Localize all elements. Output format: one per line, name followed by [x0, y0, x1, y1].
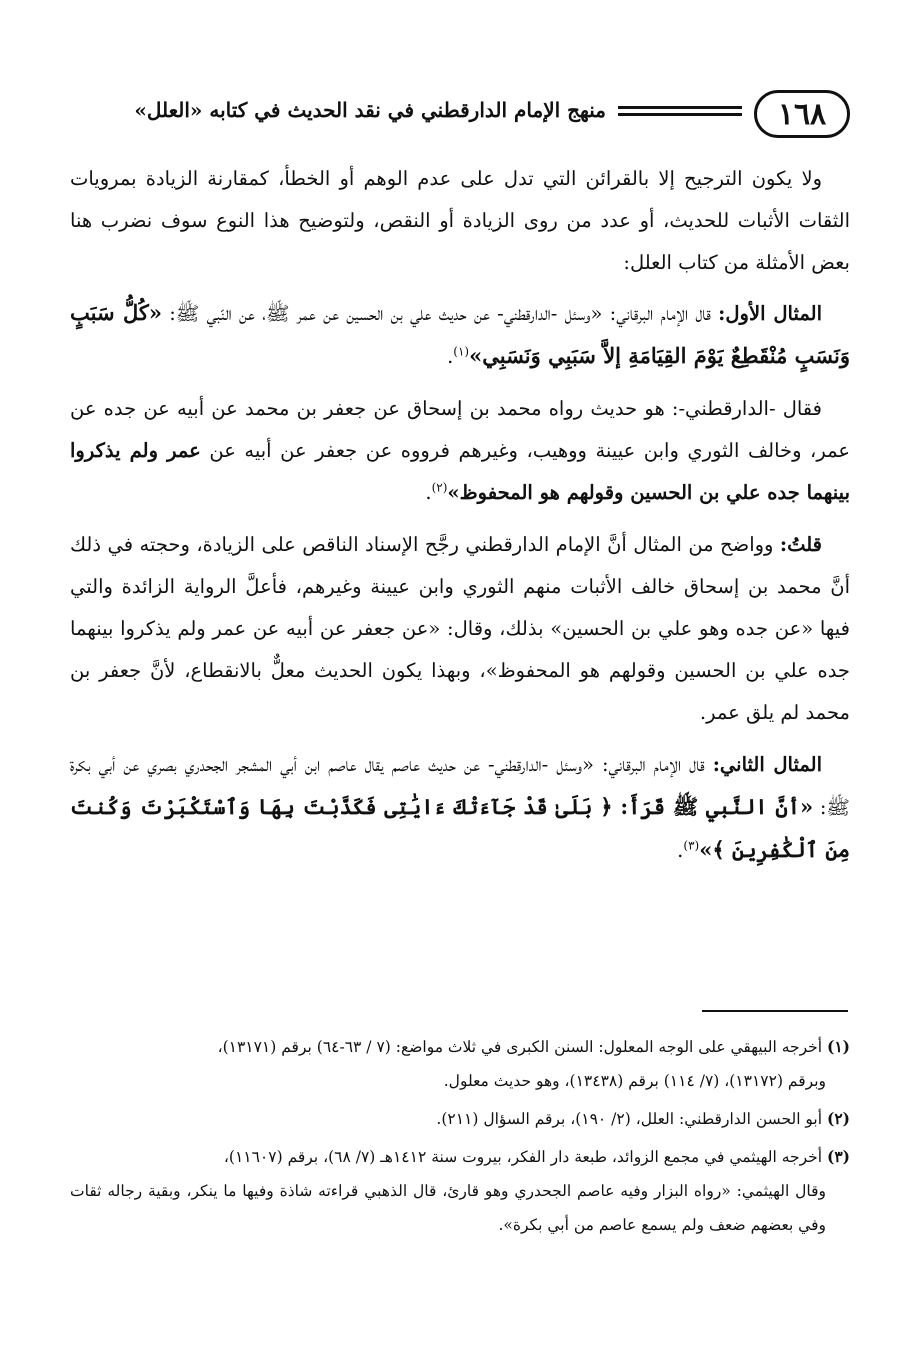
footnote-2 — [70, 1102, 850, 1136]
example-label: المثال الثاني: — [712, 753, 822, 776]
running-title: منهج الإمام الدارقطني في نقد الحديث في كتابه «العلل» — [134, 98, 606, 122]
paragraph-text: ولا يكون الترجيح إلا بالقرائن التي تدل على عدم الوهم أو الخطأ، كمقارنة الزيادة بمرويات الثقات الأثبات للحديث، أو عدد من روى الزيادة أو النقص، ولتوضيح هذا النوع سوف نضرب هنا بعض الأمثلة من كتاب العلل: — [70, 167, 850, 274]
paragraph-text: قال الإمام البرقاني: «وسئل -الدارقطني- عن حديث علي بن الحسين عن عمر ﷺ، عن النّبي ﷺ: — [161, 302, 719, 325]
footnote-text: أبو الحسن الدارقطني: العلل، (٢/ ١٩٠)، برقم السؤال (٢١١). — [436, 1110, 827, 1128]
emphasized-text: عمر ولم يذكروا بينهما جده علي بن الحسين وقولهم هو المحفوظ» — [70, 439, 850, 504]
paragraph-text: قال الإمام البرقاني: «وسئل -الدارقطني- عن حديث عاصم يقال عاصم ابن أبي المشجر الجحدري بصري عن أبي بكرة ﷺ: — [70, 753, 850, 819]
footnote-1 — [70, 1030, 850, 1098]
paragraph-example-1 — [70, 292, 850, 378]
footnote-continuation: وبرقم (١٣١٧٢)، (٧/ ١١٤) برقم (١٣٤٣٨)، وهو حديث معلول. — [443, 1072, 826, 1090]
quran-quote: «أنَّ النَّبي ﷺ قَرَأَ: ﴿ بَلَىٰ قَدْ جَآءَتْكَ ءَايَٰتِى فَكَذَّبْتَ بِهَا وَٱسْتَكْبَرْتَ وَكُنتَ مِنَ ٱلْكَٰفِرِينَ ﴾» — [70, 794, 850, 862]
footnote-number: (٢) — [826, 1109, 850, 1128]
footnote-ref: (٣) — [683, 838, 700, 853]
footnotes — [70, 1030, 850, 1246]
header-ornament-rule — [618, 106, 742, 116]
footnote-text: أخرجه البيهقي على الوجه المعلول: السنن الكبرى في ثلاث مواضع: (٧ / ٦٣-٦٤) برقم (١٣١٧١)، — [217, 1038, 827, 1056]
paragraph-example-2 — [70, 744, 850, 872]
hadith-quote: «كُلُّ سَبَبٍ وَنَسَبٍ مُنْقَطِعٌ يَوْمَ القِيَامَةِ إلاَّ سَبَبِي وَنَسَبِي» — [70, 300, 850, 368]
footnote-number: (٣) — [826, 1147, 850, 1166]
paragraph-text: وواضح من المثال أنَّ الإمام الدارقطني رجَّح الإسناد الناقص على الزيادة، وحجته في ذلك أنَّ محمد بن إسحاق خالف الأثبات منهم الثوري وابن عيينة وغيرهم، فأعلَّ الرواية الزائدة والتي فيها «عن جده وهو علي بن الحسين» بذلك، وقال: «عن جعفر عن أبيه عن عمر ولم يذكروا بينهما جده علي بن الحسين وقولهم هو المحفوظ»، وبهذا يكون الحديث معلٌّ بالانقطاع، لأنَّ جعفر بن محمد لم يلق عمر. — [70, 533, 850, 724]
paragraph-commentary — [70, 524, 850, 734]
page-number: ١٦٨ — [754, 90, 850, 138]
sentence-end: . — [425, 481, 432, 504]
footnote-3 — [70, 1140, 850, 1242]
paragraph-text: فقال -الدارقطني-: هو حديث رواه محمد بن إسحاق عن جعفر بن محمد عن أبيه عن جده عن عمر، وخالف الثوري وابن عيينة ووهيب، وغيرهم فرووه عن جعفر عن أبيه عن — [70, 397, 850, 462]
footnote-text: أخرجه الهيثمي في مجمع الزوائد، طبعة دار الفكر، بيروت سنة ١٤١٢هـ (٧/ ٦٨)، برقم (١١٦٠٧)، — [223, 1148, 827, 1166]
sentence-end: . — [677, 839, 684, 862]
main-text — [70, 158, 850, 882]
footnote-number: (١) — [826, 1037, 850, 1056]
sentence-end: . — [447, 345, 454, 368]
footnote-separator — [702, 1010, 848, 1012]
example-label: المثال الأول: — [718, 302, 822, 325]
paragraph-intro — [70, 158, 850, 284]
paragraph-daraqutni-answer — [70, 388, 850, 514]
footnote-ref: (١) — [453, 344, 470, 359]
commentary-label: قلتُ: — [779, 533, 822, 556]
footnote-continuation: وقال الهيثمي: «رواه البزار وفيه عاصم الجحدري وهو قارئ، قال الذهبي قراءته شاذة وفيها ما ينكر، وبقية رجاله ثقات وفي بعضهم ضعف ولم يسمع عاصم من أبي بكرة». — [70, 1182, 826, 1234]
footnote-ref: (٢) — [431, 480, 448, 495]
page-header — [70, 88, 850, 144]
